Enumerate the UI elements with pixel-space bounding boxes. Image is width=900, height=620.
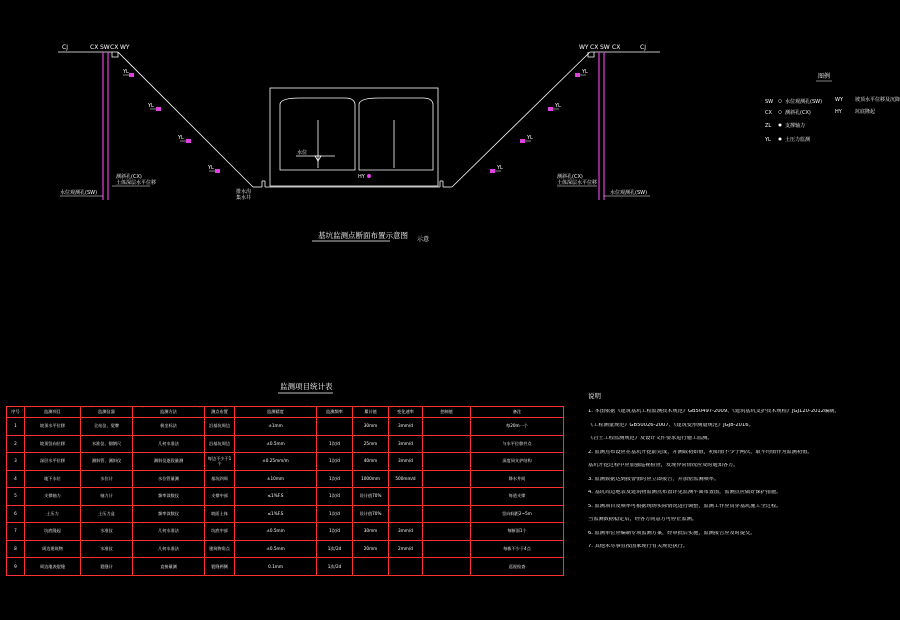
th-3: 监测方法 (133, 407, 205, 418)
table-cell: 测斜管、测斜仪 (81, 453, 133, 471)
table-row (7, 523, 564, 541)
legend-label-0: 水位观测孔(SW) (785, 99, 823, 105)
slope-l-1: YL (148, 103, 154, 109)
table-cell: 直接量测 (133, 558, 205, 576)
label-tr-3: CX (612, 44, 621, 51)
table-cell: 5 (7, 488, 25, 506)
left-side-2: 水位观测孔(SW) (60, 190, 98, 196)
label-tr-1: CX (590, 44, 599, 51)
table-cell: 几何水准法 (133, 435, 205, 453)
th-5: 监测精度 (235, 407, 317, 418)
slope-r-0: YL (582, 69, 588, 75)
table-cell: 1000mm (353, 470, 389, 488)
table-cell (423, 540, 471, 558)
slope-r-2: YL (527, 135, 533, 141)
table-cell: 1次/d (317, 523, 353, 541)
table-cell: 深层水平位移 (25, 453, 81, 471)
table-cell: 周边建筑物 (25, 540, 81, 558)
legend-label-5: 土压力监测 (785, 137, 811, 143)
table-cell: ≤1%F.S (235, 505, 317, 523)
table-cell (389, 488, 423, 506)
table-cell: 6 (7, 505, 25, 523)
note-line: 《工程测量规范》GB50026-2007、《建筑变形测量规范》JGJ8-2016。 (588, 422, 754, 428)
table-cell: 支撑轴力 (25, 488, 81, 506)
table-cell: 8 (7, 540, 25, 558)
table-cell: 2mm/d (389, 540, 423, 558)
table-cell: 每道支撑 (471, 488, 564, 506)
table-cell (423, 558, 471, 576)
table-cell: 1次/d (317, 453, 353, 471)
legend (764, 72, 900, 143)
slope-l-2: YL (178, 135, 184, 141)
table-cell (423, 470, 471, 488)
th-9: 备注 (471, 407, 564, 418)
table-cell (317, 418, 353, 436)
table-cell: 1次/d (317, 470, 353, 488)
section-title: 基坑监测点断面布置示意图 (318, 231, 408, 240)
note-line: 6. 监测单位应编制专项监测方案，经审批后实施，监测报告应及时提交。 (588, 530, 756, 536)
slope-l-0: YL (123, 69, 129, 75)
legend-label-1: 测斜孔(CX) (785, 110, 811, 116)
table-row (7, 488, 564, 506)
table-cell: 30mm (353, 418, 389, 436)
label-tr-0: WY (579, 44, 589, 51)
table-cell: 巡视检查 (471, 558, 564, 576)
table-cell (423, 453, 471, 471)
table-cell (423, 505, 471, 523)
table-cell: 频率读数仪 (133, 505, 205, 523)
table-cell: 设计值70% (353, 505, 389, 523)
table-cell: 30mm (353, 523, 389, 541)
note-line: 5. 监测项目及频率可根据现场实际情况进行调整，监测工作应贯穿基坑施工全过程。 (588, 503, 782, 509)
table-cell: 极坐标法 (133, 418, 205, 436)
table-cell: 土压力 (25, 505, 81, 523)
table-cell: 7 (7, 523, 25, 541)
table-row (7, 470, 564, 488)
table-cell (423, 418, 471, 436)
th-8: 控制值 (423, 407, 471, 418)
note-line: 7. 其他未尽事宜按国家现行有关规范执行。 (588, 544, 688, 549)
table-cell: 3mm/d (389, 435, 423, 453)
table-cell: 1次/d (317, 488, 353, 506)
notes-title: 说明 (588, 392, 601, 400)
table-cell: 坑底中部 (205, 523, 235, 541)
table-cell: 建筑物角点 (205, 540, 235, 558)
table-cell (389, 505, 423, 523)
section-scale: 示意 (417, 236, 430, 243)
table-cell: 1 (7, 418, 25, 436)
note-line: 基坑开挖过程中应加强巡视检查，发现异常情况应及时通知各方。 (588, 463, 739, 468)
note-line: 1. 本图依据《建筑基坑工程监测技术规范》GB50497-2009、《建筑基坑支护技术规程》JGJ120-2012编制。 (588, 409, 840, 414)
table-cell: 坡面土体 (205, 505, 235, 523)
legend-label-2: 支撑轴力 (785, 123, 806, 129)
th-0: 序号 (7, 407, 25, 418)
table-cell: 水准仪 (81, 523, 133, 541)
table-cell: 40mm (353, 453, 389, 471)
table-cell: 每栋不少于4点 (471, 540, 564, 558)
table-row (7, 558, 564, 576)
table-cell: 轴力计 (81, 488, 133, 506)
table-cell: ±0.25mm/m (235, 453, 317, 471)
right-side-2: 水位观测孔(SW) (610, 190, 648, 196)
table-cell: 水位计 (81, 470, 133, 488)
table-cell: 0.1mm (235, 558, 317, 576)
water-label: 水位 (297, 150, 308, 156)
table-cell (423, 435, 471, 453)
table-cell: 全站仪、觉牌 (81, 418, 133, 436)
right-side-1: 土体深层水平位移 (557, 180, 598, 186)
note-line: 当监测数据稳定后，经各方同意方可停止监测。 (588, 517, 697, 522)
table-cell: ±0.5mm (235, 435, 317, 453)
table-cell: 9 (7, 558, 25, 576)
label-tl-3: CX (110, 44, 119, 51)
table-cell: 1次/2d (317, 540, 353, 558)
bottom-1: 集水井 (236, 195, 252, 201)
legend-code-0: SW (765, 99, 774, 105)
table-cell: ≤1%F.S (235, 488, 317, 506)
table-cell: 与水平位移共点 (471, 435, 564, 453)
legend-code-3: WY (835, 97, 843, 103)
table-cell: 每断面1个 (471, 523, 564, 541)
table-cell: 3mm/d (389, 418, 423, 436)
table-cell: 沿基坑周边 (205, 418, 235, 436)
table-cell: 水准仪 (81, 540, 133, 558)
table-cell (389, 558, 423, 576)
table-row (7, 540, 564, 558)
table-cell: 500mm/d (389, 470, 423, 488)
table-cell (423, 488, 471, 506)
table-cell: 1次/d (317, 435, 353, 453)
table-cell: 沿基坑周边 (205, 435, 235, 453)
left-side-0: 测斜孔(CX) (116, 174, 142, 180)
table-cell: 频率读数仪 (133, 488, 205, 506)
legend-label-3: 坡顶水平位移及沉降 (855, 97, 900, 103)
table-cell: ±0.5mm (235, 540, 317, 558)
table-title: 监测项目统计表 (280, 382, 333, 391)
label-tl-4: WY (120, 44, 130, 51)
table-cell: 每边不少于1个 (205, 453, 235, 471)
table-cell: 深度同支护结构 (471, 453, 564, 471)
table-cell: 25mm (353, 435, 389, 453)
table-cell: 几何水准法 (133, 523, 205, 541)
legend-code-4: HY (835, 109, 842, 115)
th-sub-1: 变化速率 (389, 407, 423, 418)
table-row (7, 505, 564, 523)
label-tr-4: CJ (640, 44, 646, 51)
table-cell: 坡顶水平位移 (25, 418, 81, 436)
table-cell: 20mm (353, 540, 389, 558)
th-2: 监测仪器 (81, 407, 133, 418)
slope-r-3: YL (497, 165, 503, 171)
table-cell: 地下水位 (25, 470, 81, 488)
note-line: 《岩土工程监测规范》及设计文件要求进行施工监测。 (588, 436, 713, 441)
table-cell: 1次/2d (317, 558, 353, 576)
table-cell: 每20m一个 (471, 418, 564, 436)
table-cell: ±0.5mm (235, 523, 317, 541)
th-sub-0: 累计值 (353, 407, 389, 418)
table-cell: 3 (7, 453, 25, 471)
legend-code-5: YL (765, 137, 771, 143)
table-cell: 土压力盒 (81, 505, 133, 523)
table-cell: 几何水准法 (133, 540, 205, 558)
box-culvert (270, 88, 438, 186)
table-cell: ±10mm (235, 470, 317, 488)
th-1: 监测项目 (25, 407, 81, 418)
notes (588, 393, 894, 583)
table-row (7, 453, 564, 471)
label-tr-2: SW (600, 44, 610, 51)
th-6: 监测频率 (317, 407, 353, 418)
monitoring-wells (103, 52, 604, 200)
table-cell: 3mm/d (389, 523, 423, 541)
legend-code-2: ZL (765, 123, 772, 129)
note-line: 4. 基坑周边地表及建筑物监测点布置详见监测平面布置图，监测点应做好保护措施。 (588, 490, 782, 495)
table-cell: 降水井间 (471, 470, 564, 488)
table-cell: 支撑中部 (205, 488, 235, 506)
bottom-0: 排水沟 (236, 189, 252, 195)
table-cell: 设计值70% (353, 488, 389, 506)
table-cell: 周边地表裂缝 (25, 558, 81, 576)
monitoring-table (6, 406, 564, 576)
slope-r-1: YL (555, 103, 561, 109)
table-cell: ±1mm (235, 418, 317, 436)
table-cell: 裂缝两侧 (205, 558, 235, 576)
left-side-1: 土体深层水平位移 (116, 180, 157, 186)
label-tl-0: CJ (62, 44, 68, 51)
slope-points (129, 73, 580, 178)
legend-title: 图例 (818, 73, 831, 80)
legend-label-4: 坑底隆起 (855, 109, 876, 115)
table-cell: 水准仪、铟钢尺 (81, 435, 133, 453)
table-cell (353, 558, 389, 576)
table-header-row (7, 407, 564, 418)
table-row (7, 435, 564, 453)
label-tl-2: SW (100, 44, 110, 51)
table-cell: 竖向间距2~5m (471, 505, 564, 523)
table-cell: 坑底隆起 (25, 523, 81, 541)
table-cell: 裂缝计 (81, 558, 133, 576)
note-line: 2. 监测点布设应在基坑开挖前完成，并测取初始值，初始值不少于两次，取平均值作为监测初值。 (588, 449, 813, 455)
table-cell: 2 (7, 435, 25, 453)
th-4: 测点布置 (205, 407, 235, 418)
right-side-0: 测斜孔(CX) (557, 174, 583, 180)
table-cell: 水位管量测 (133, 470, 205, 488)
label-tl-1: CX (90, 44, 99, 51)
table-row (7, 418, 564, 436)
table-cell (423, 523, 471, 541)
note-line: 3. 监测数据达到报警值时应立即报告，并加密监测频率。 (588, 476, 720, 482)
center-mark: HY (358, 174, 365, 180)
table-cell: 4 (7, 470, 25, 488)
table-cell: 测斜仪逐段量测 (133, 453, 205, 471)
legend-code-1: CX (765, 110, 772, 116)
table-cell: 坡顶竖向位移 (25, 435, 81, 453)
slope-l-3: YL (208, 165, 214, 171)
table-cell: 1次/d (317, 505, 353, 523)
table-cell: 基坑四周 (205, 470, 235, 488)
table-cell: 3mm/d (389, 453, 423, 471)
